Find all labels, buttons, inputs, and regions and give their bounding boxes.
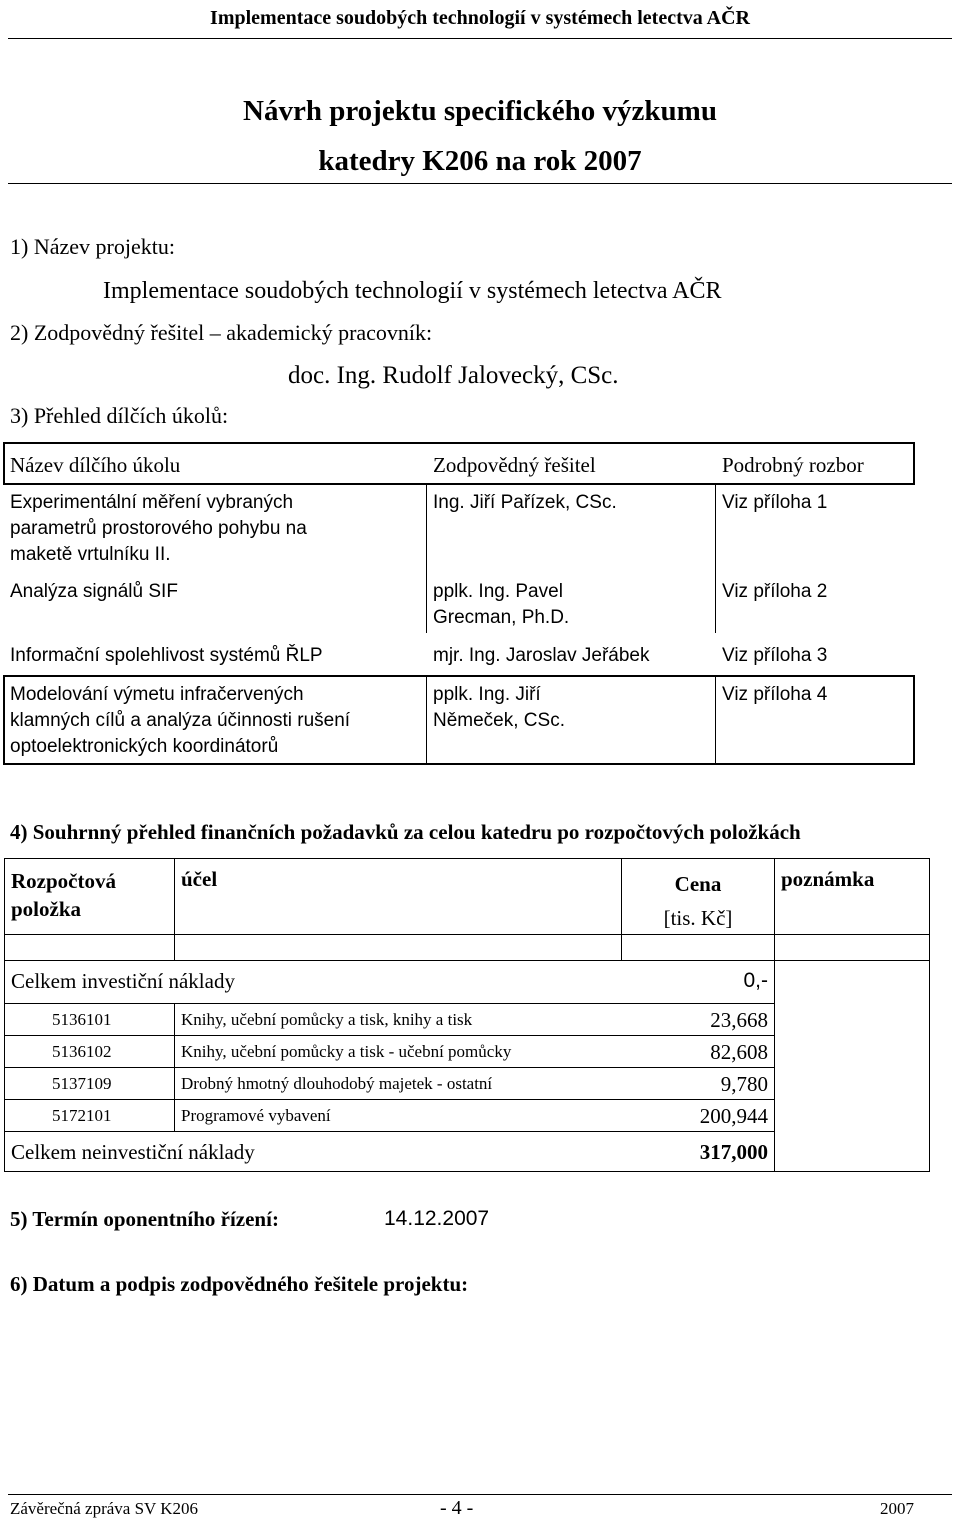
task-detail: Viz příloha 3 [722, 645, 828, 666]
header-rule [8, 38, 952, 39]
budget-price: 23,668 [710, 1008, 768, 1032]
budget-price: 9,780 [720, 1072, 768, 1096]
footer-year: 2007 [880, 1499, 914, 1518]
task-person [433, 643, 649, 669]
fin-header-price [622, 867, 774, 935]
budget-price: 82,608 [710, 1040, 768, 1064]
col-header-detail: Podrobný rozbor [722, 453, 864, 477]
col-divider-2b [715, 675, 716, 765]
section-1-label: 1) Název projektu: [10, 234, 175, 259]
col-divider-2a [715, 483, 716, 633]
fin-border-right [929, 858, 930, 1172]
fin-header-price-line: [tis. Kč] [663, 906, 733, 930]
table-border-header [3, 483, 915, 485]
task-person-line: Němeček, CSc. [433, 710, 565, 731]
fin-border-header [4, 934, 930, 935]
fin-border-left [4, 858, 5, 1172]
fin-col-div-1 [174, 858, 175, 960]
col-divider-1a [426, 483, 427, 633]
section-2-label: 2) Zodpovědný řešitel – akademický pracovník: [10, 320, 433, 345]
document-title-line-2: katedry K206 na rok 2007 [318, 145, 642, 177]
document-title-line-1: Návrh projektu specifického výzkumu [243, 95, 717, 127]
fin-border-empty-row [4, 960, 930, 961]
task-detail: Viz příloha 1 [722, 492, 828, 513]
fin-border-top [4, 858, 930, 859]
section-5-label: 5) Termín oponentního řízení: [10, 1207, 279, 1231]
table-border-bottom [3, 763, 915, 765]
task-person-line: Ing. Jiří Pařízek, CSc. [433, 492, 617, 513]
budget-code: 5136101 [52, 1010, 112, 1029]
table-border-left-head [3, 442, 5, 483]
fin-header-item-line: Rozpočtová [11, 869, 116, 893]
subtasks-table [3, 442, 915, 765]
fin-header-item [11, 867, 116, 923]
budget-code: 5136102 [52, 1042, 112, 1061]
task-person-line: Grecman, Ph.D. [433, 607, 570, 628]
budget-code: 5172101 [52, 1106, 112, 1125]
table-row [10, 579, 178, 605]
footer-rule [8, 1494, 952, 1495]
task-person [433, 579, 569, 631]
task-person-line: pplk. Ing. Pavel [433, 581, 563, 602]
fin-header-price-line: Cena [674, 872, 722, 896]
budget-code: 5137109 [52, 1074, 112, 1093]
investment-total-label: Celkem investiční náklady [11, 969, 235, 993]
responsible-person: doc. Ing. Rudolf Jalovecký, CSc. [288, 362, 619, 389]
title-rule [8, 183, 952, 184]
col-divider-1b [426, 675, 427, 765]
noninvestment-total-value: 317,000 [699, 1140, 768, 1164]
task-name-line: Experimentální měření vybraných [10, 492, 294, 513]
fin-col-div-1b [174, 1003, 175, 1131]
fin-border-bottom [4, 1171, 930, 1172]
project-name: Implementace soudobých technologií v systémech letectva AČR [103, 278, 722, 304]
table-border-row4-top [3, 675, 915, 677]
investment-total-value: 0,- [743, 969, 768, 992]
task-name-line: parametrů prostorového pohybu na [10, 518, 307, 539]
fin-border-r4 [4, 1131, 775, 1132]
review-date: 14.12.2007 [384, 1207, 490, 1230]
footer-report-name: Závěrečná zpráva SV K206 [10, 1499, 199, 1518]
task-person-line: mjr. Ing. Jaroslav Jeřábek [433, 645, 650, 666]
fin-border-r2 [4, 1067, 775, 1068]
task-name-line: Modelování výmetu infračervených [10, 684, 304, 705]
fin-header-note: poznámka [781, 867, 875, 891]
table-row [10, 643, 323, 669]
fin-header-item-line: položka [11, 897, 82, 921]
budget-price: 200,944 [699, 1104, 768, 1128]
section-3-label: 3) Přehled dílčích úkolů: [10, 403, 229, 428]
task-name-line: Analýza signálů SIF [10, 581, 178, 602]
task-detail: Viz příloha 2 [722, 581, 828, 602]
table-border-right-row4 [913, 675, 915, 765]
task-person [433, 682, 565, 734]
budget-purpose: Knihy, učební pomůcky a tisk - učební pomůcky [181, 1042, 512, 1061]
fin-border-r3 [4, 1099, 775, 1100]
table-border-left-row4 [3, 675, 5, 765]
task-person-line: pplk. Ing. Jiří [433, 684, 541, 705]
table-row [10, 490, 307, 568]
table-row [10, 682, 350, 760]
table-border-top [3, 442, 915, 444]
finance-table [4, 858, 930, 1172]
section-4-label: 4) Souhrnný přehled finančních požadavků za celou katedru po rozpočtových položkách [10, 820, 801, 844]
table-border-right-head [913, 442, 915, 483]
col-header-person: Zodpovědný řešitel [433, 453, 596, 477]
task-name-line: optoelektronických koordinátorů [10, 736, 279, 757]
task-person [433, 490, 617, 516]
running-header: Implementace soudobých technologií v systémech letectva AČR [210, 7, 750, 29]
task-name-line: Informační spolehlivost systémů ŘLP [10, 645, 323, 666]
fin-border-r1 [4, 1035, 775, 1036]
task-name-line: klamných cílů a analýza účinnosti rušení [10, 710, 351, 731]
col-header-task: Název dílčího úkolu [10, 453, 181, 477]
task-detail: Viz příloha 4 [722, 684, 828, 705]
budget-purpose: Drobný hmotný dlouhodobý majetek - ostatní [181, 1074, 493, 1093]
fin-header-purpose: účel [181, 867, 218, 891]
budget-purpose: Knihy, učební pomůcky a tisk, knihy a tisk [181, 1010, 473, 1029]
noninvestment-total-label: Celkem neinvestiční náklady [11, 1140, 255, 1164]
fin-border-invest [4, 1003, 775, 1004]
fin-col-div-3 [774, 858, 775, 1172]
task-name-line: maketě vrtulníku II. [10, 544, 171, 565]
budget-purpose: Programové vybavení [181, 1106, 331, 1125]
section-6-label: 6) Datum a podpis zodpovědného řešitele projektu: [10, 1272, 469, 1296]
page-number: - 4 - [440, 1497, 474, 1519]
